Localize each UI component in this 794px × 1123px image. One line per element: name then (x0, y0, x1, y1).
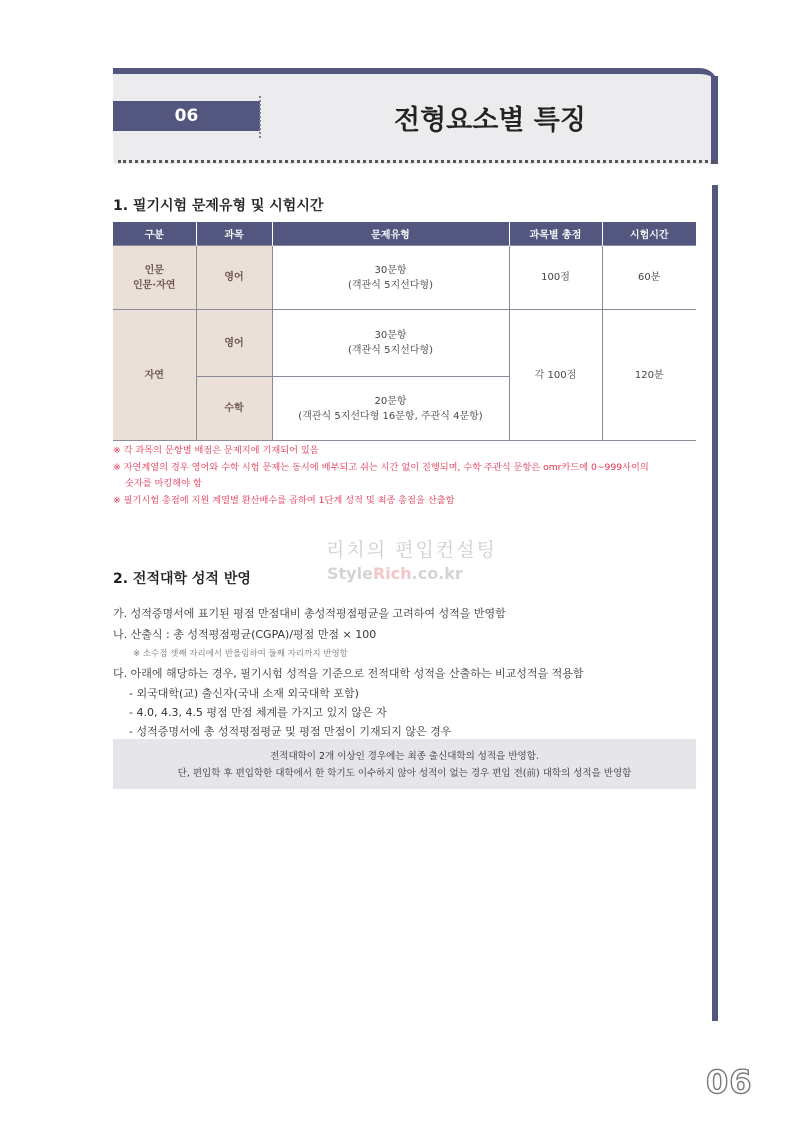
header-cell-type: 문제유형 (272, 222, 509, 246)
type-cell (272, 377, 509, 441)
note-box (113, 739, 696, 789)
table-row (113, 310, 696, 377)
watermark-text: 리치의 편입컨설팅 (326, 539, 497, 561)
question-format: (객관식 5지선다형) (348, 279, 433, 291)
item-ga: 가. 성적증명서에 표기된 평점 만점대비 총성적평점평균을 고려하여 성적을 반영함 (113, 607, 506, 620)
category-line: 인문 (144, 264, 164, 276)
header-cell-time: 시험시간 (602, 222, 696, 246)
note-line: ※ 필기시험 총점에 지원 계열별 환산배수를 곱하여 1단계 성적 및 최종 총점을 산출함 (113, 494, 455, 506)
score-cell: 각 100점 (509, 310, 602, 441)
section2-heading: 2. 전적대학 성적 반영 (113, 571, 251, 587)
table-header-row (113, 222, 696, 246)
question-format: (객관식 5지선다형) (348, 345, 433, 356)
watermark-url-part: Style (327, 564, 373, 583)
header-right-edge (711, 76, 718, 164)
type-cell (272, 246, 509, 310)
note-box-line: 전적대학이 2개 이상인 경우에는 최종 출신대학의 성적을 반영함. (270, 751, 539, 762)
watermark-url-part: .co.kr (411, 564, 463, 583)
note-line: 숫자를 마킹해야 함 (125, 478, 202, 489)
type-cell (272, 310, 509, 377)
page-title: 전형요소별 특징 (394, 105, 586, 136)
time-cell: 120분 (602, 310, 696, 441)
right-margin-bar (712, 185, 718, 1021)
sub-item: - 외국대학(교) 출신자(국내 소재 외국대학 포함) (129, 687, 359, 700)
header-cell-score: 과목별 총점 (509, 222, 602, 246)
sub-item: - 4.0, 4.3, 4.5 평점 만점 체계를 가지고 있지 않은 자 (129, 706, 387, 719)
watermark-url-part: Rich (372, 564, 412, 583)
category-cell: 자연 (113, 310, 196, 441)
table-notes (113, 443, 713, 509)
score-cell: 100점 (509, 246, 602, 310)
header-dotted-rule (118, 160, 714, 163)
header-cell-category: 구분 (113, 222, 196, 246)
header-divider (259, 96, 261, 138)
exam-table (113, 222, 696, 441)
page-number: 06 (706, 1063, 753, 1101)
question-count: 30문항 (374, 264, 407, 276)
item-na-note: ※ 소수점 셋째 자리에서 반올림하여 둘째 자리까지 반영함 (133, 649, 348, 659)
table-row (113, 246, 696, 310)
subject-cell: 영어 (196, 310, 272, 377)
note-box-line: 단, 편입학 후 편입학한 대학에서 한 학기도 이수하지 않아 성적이 없는 경우 편입 전(前) 대학의 성적을 반영함 (177, 768, 632, 779)
category-cell (113, 246, 196, 310)
note-line: ※ 각 과목의 문항별 배점은 문제지에 기재되어 있음 (113, 445, 319, 456)
question-count: 20문항 (374, 395, 407, 407)
item-da: 다. 아래에 해당하는 경우, 필기시험 성적을 기준으로 전적대학 성적을 산출하는 비교성적을 적용함 (113, 667, 584, 680)
question-count: 30문항 (374, 330, 407, 341)
header-cell-subject: 과목 (196, 222, 272, 246)
time-cell: 60분 (602, 246, 696, 310)
question-format: (객관식 5지선다형 16문항, 주관식 4문항) (298, 410, 483, 422)
sub-item: - 성적증명서에 총 성적평점평균 및 평점 만점이 기재되지 않은 경우 (129, 725, 452, 738)
section-number-badge: 06 (113, 101, 260, 131)
section1-heading: 1. 필기시험 문제유형 및 시험시간 (113, 198, 324, 214)
note-line: ※ 자연계열의 경우 영어와 수학 시험 문제는 동시에 배부되고 쉬는 시간 없이 진행되며, 수학 주관식 문항은 omr카드에 0~999사이의 (113, 461, 649, 473)
watermark-url (327, 564, 463, 583)
subject-cell: 수학 (196, 377, 272, 441)
item-na: 나. 산출식 : 총 성적평점평균(CGPA)/평점 만점 × 100 (113, 628, 377, 641)
subject-cell: 영어 (196, 246, 272, 310)
category-line: 인문·자연 (133, 279, 176, 291)
